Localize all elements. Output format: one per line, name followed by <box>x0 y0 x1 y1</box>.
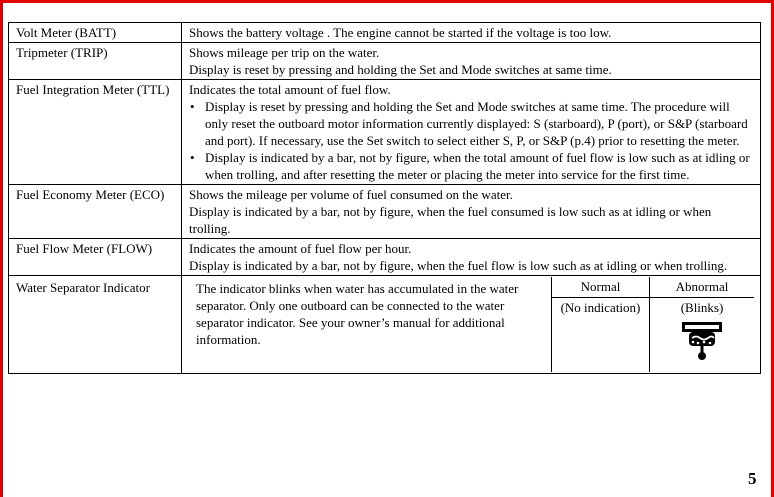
row-description <box>182 23 761 43</box>
normal-column <box>551 277 649 372</box>
row-description <box>182 185 761 239</box>
description-line: Indicates the total amount of fuel flow. <box>189 82 391 97</box>
normal-value: (No indication) <box>560 300 641 315</box>
row-label: Volt Meter (BATT) <box>9 23 182 43</box>
bullet-item: • Display is reset by pressing and holding the Set and Mode switches at same time. The procedure will only reset the outboard motor information currently displayed: S (starboard), P (port), or S&P (starboard and port). If necessary, use the Set switch to select either S, P, or S&P (p.4) prior to resetting the meter. <box>205 98 754 149</box>
water-separator-icon <box>681 321 723 361</box>
row-label: Tripmeter (TRIP) <box>9 43 182 80</box>
frame-top-border <box>0 0 774 3</box>
row-label: Fuel Flow Meter (FLOW) <box>9 239 182 276</box>
row-description <box>182 80 761 185</box>
normal-header: Normal <box>552 277 649 298</box>
table-row <box>9 80 761 185</box>
table-row <box>9 43 761 80</box>
water-separator-cell <box>182 276 761 374</box>
abnormal-column <box>649 277 754 372</box>
abnormal-value: (Blinks) <box>680 300 724 315</box>
water-separator-description: The indicator blinks when water has accumulated in the water separator. Only one outboard can be connected to the water separator indicator. See your owner’s manual for additional information. <box>196 281 519 347</box>
row-label: Fuel Economy Meter (ECO) <box>9 185 182 239</box>
description-line: Shows the battery voltage . The engine cannot be started if the voltage is too low. <box>189 25 612 40</box>
meter-description-table <box>8 22 761 374</box>
description-line: Shows mileage per trip on the water. <box>189 45 380 60</box>
bullet-item: • Display is indicated by a bar, not by figure, when the total amount of fuel flow is low such as at idling or when trolling, and after resetting the meter or placing the meter into service for the first time. <box>205 149 754 183</box>
table-row <box>9 239 761 276</box>
row-label: Fuel Integration Meter (TTL) <box>9 80 182 185</box>
table-row <box>9 185 761 239</box>
table-row <box>9 276 761 374</box>
row-label: Water Separator Indicator <box>9 276 182 374</box>
description-line: Indicates the amount of fuel flow per hour. <box>189 241 412 256</box>
abnormal-header: Abnormal <box>650 277 754 298</box>
frame-left-border <box>0 0 3 497</box>
description-line: Display is indicated by a bar, not by figure, when the fuel consumed is low such as at idling or when trolling. <box>189 204 712 236</box>
description-line: Display is indicated by a bar, not by figure, when the fuel flow is low such as at idling or when trolling. <box>189 258 728 273</box>
table-row <box>9 23 761 43</box>
row-description <box>182 239 761 276</box>
page-number: 5 <box>748 469 757 488</box>
bullet-list <box>189 98 754 183</box>
description-line: Display is reset by pressing and holding the Set and Mode switches at same time. <box>189 62 612 77</box>
row-description <box>182 43 761 80</box>
description-line: Shows the mileage per volume of fuel consumed on the water. <box>189 187 513 202</box>
water-separator-layout <box>189 277 754 372</box>
